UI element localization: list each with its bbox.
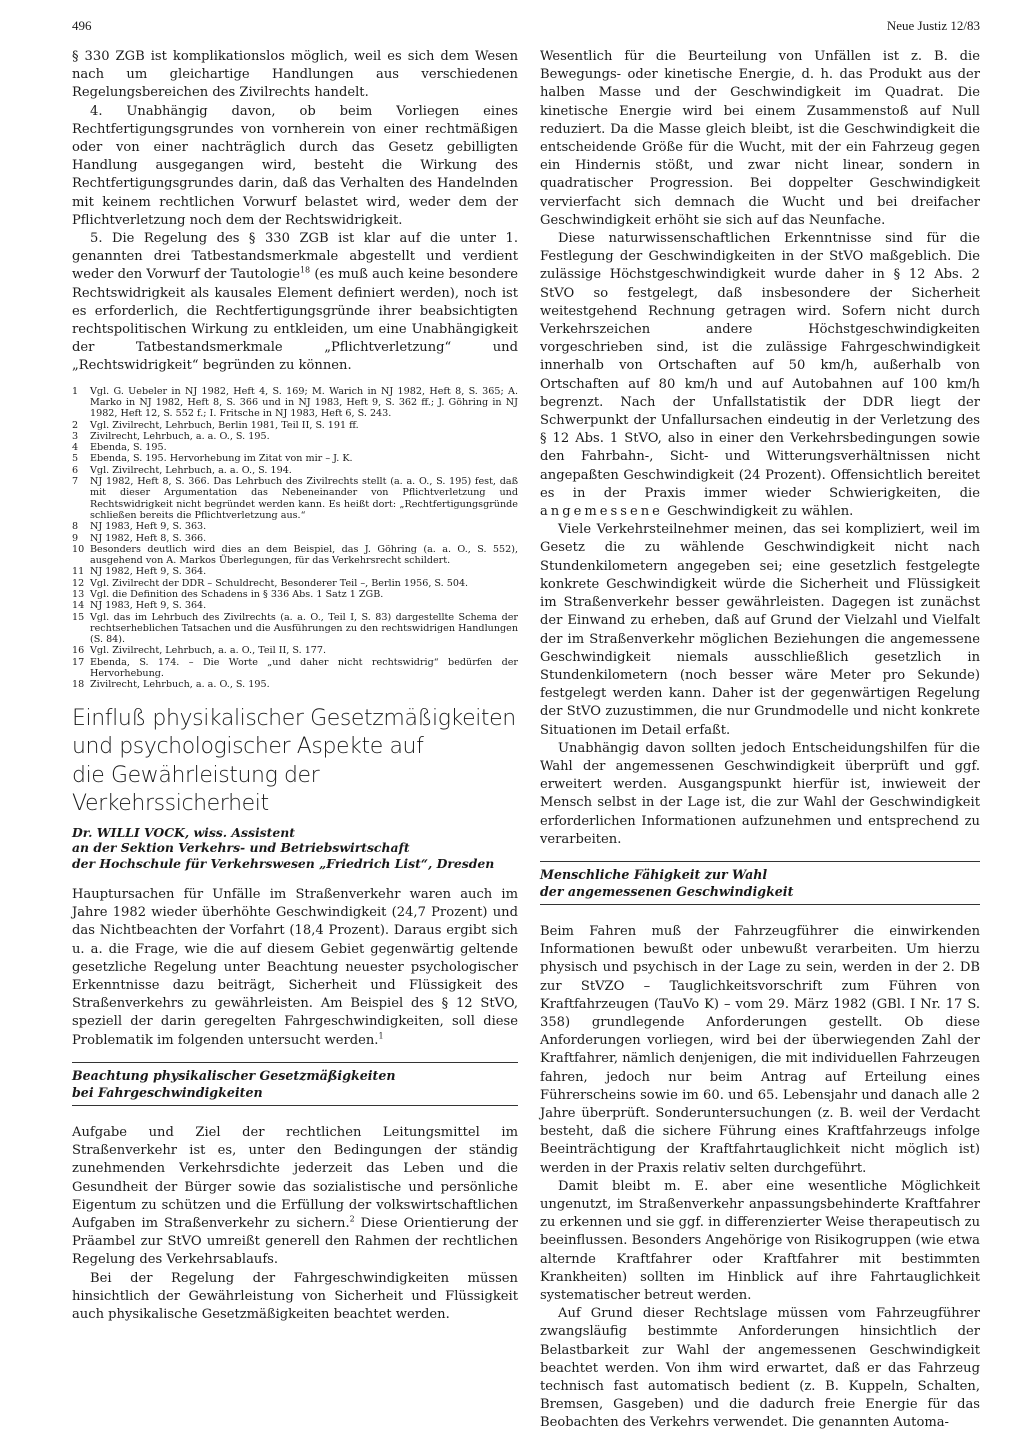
footnote-ref: 2	[349, 1214, 355, 1224]
footnote	[72, 476, 518, 521]
page-header	[72, 14, 980, 38]
text-run: Diese Orientierung der Präambel zur StVO umreißt generell den Rahmen der rechtlichen Regelung des Verkehrsablaufs.	[72, 1215, 518, 1268]
footnote-text: NJ 1982, Heft 8, S. 366.	[90, 532, 207, 544]
footnote	[72, 589, 518, 600]
footnote-number: 5	[72, 453, 79, 465]
paragraph	[72, 1124, 518, 1270]
footnote	[72, 578, 518, 589]
footnote-number: 3	[72, 430, 79, 442]
footnote-text: Vgl. Zivilrecht der DDR – Schuldrecht, Besonderer Teil –, Berlin 1956, S. 504.	[90, 577, 469, 589]
headline-line: die Gewährleistung der Verkehrssicherheit	[72, 762, 320, 817]
left-column	[72, 48, 518, 1324]
footnote-text: Zivilrecht, Lehrbuch, a. a. O., S. 195.	[90, 430, 270, 442]
footnote-number: 8	[72, 521, 79, 533]
footnote	[72, 544, 518, 567]
footnote-text: Vgl. das im Lehrbuch des Zivilrechts (a. a. O., Teil I, S. 83) dargestellte Schema der rechtserheblichen Tatsachen und die Ausführungen zu den rechtswidrigen Handlungen (S. 84).	[90, 611, 518, 646]
journal-issue: Neue Justiz 12/83	[886, 18, 980, 33]
footnote	[72, 566, 518, 577]
text-run: Aufgabe und Ziel der rechtlichen Leitungsmittel im Straßenverkehr ist es, unter den Bedingungen der ständig zunehmenden Verkehrsdichte jederzeit das Leben und die Gesundheit der Bürger sowie das sozialistische und persönliche Eigentum zu schützen und die Erfüllung der volkswirtschaftlichen Aufgaben im Straßenverkehr zu sichern.	[72, 1124, 518, 1231]
paragraph: Viele Verkehrsteilnehmer meinen, das sei kompliziert, weil im Gesetz die zu wählende Geschwindigkeit nicht nach Stundenkilometern angegeben sei; eine gesetzlich festgelegte konkrete Geschwindigkeit würde die Sicherheit und Flüssigkeit im Straßenverkehr besser gewährleisten. Dagegen ist zunächst der Einwand zu erheben, daß auf Grund der Vielzahl und Vielfalt der im Straßenverkehr möglichen Beziehungen die angemessene Geschwindigkeit niemals ausschließlich gesetzlich in Stundenkilometern (noch besser wäre Meter pro Sekunde) festgelegt werden kann. Daher ist der gegenwärtigen Regelung der StVO zuzustimmen, die nur Grundmodelle und nicht konkrete Situationen im Detail erfaßt.	[540, 522, 980, 738]
footnote-text: Vgl. Zivilrecht, Lehrbuch, a. a. O., S. 194.	[90, 464, 292, 476]
footnote	[72, 600, 518, 611]
paragraph: Auf Grund dieser Rechtslage müssen vom Fahrzeugführer zwangsläufig bestimmte Anforderungen hinsichtlich der Belastbarkeit zur Wahl der angemessenen Geschwindigkeit beachtet werden. Von ihm wird erwartet, daß er das Fahrzeug technisch fast automatisch bedient (z. B. Kuppeln, Schalten, Bremsen, Gasgeben) und die dadurch freie Energie für das Beobachten des Verkehrs verwendet. Die genannten Automa-	[540, 1306, 980, 1431]
footnote	[72, 420, 518, 431]
text-run: (es muß auch keine besondere Rechtswidrigkeit als kausales Element definiert werden), noch ist es erforderlich, die Rechtfertigungsgründe ihrer beabsichtigten rechtspolitischen Wirkung zu entkleiden, um eine Unabhängigkeit der Tatbestandsmerkmale „Pflichtverletzung“ und „Rechtswidrigkeit“ begründen zu können.	[72, 267, 518, 374]
footnote	[72, 533, 518, 544]
author-block	[72, 825, 518, 872]
section-heading-line: bei Fahrgeschwindigkeiten	[72, 1084, 263, 1100]
footnote	[72, 679, 518, 690]
footnote-number: 9	[72, 532, 79, 544]
footnote	[72, 657, 518, 680]
footnotes	[72, 386, 518, 691]
footnote	[72, 645, 518, 656]
paragraph: Beim Fahren muß der Fahrzeugführer die einwirkenden Informationen bewußt oder unbewußt verarbeiten. Um hierzu physisch und psychisch in der Lage zu sein, werden in der 2. DB zur StVZO – Tauglichkeitsvorschrift zum Führen von Kraftfahrzeugen (TauVo K) – vom 29. März 1982 (GBl. I Nr. 17 S. 358) grundlegende Anforderungen gestellt. Ob diese Anforderungen vorliegen, wird bei der überwiegenden Zahl der Kraftfahrer, nämlich denjenigen, die mit individuellen Fahrzeugen fahren, jedoch nur beim Antrag auf Erteilung eines Führerscheins sowie im 60. und 65. Lebensjahr und danach alle 2 Jahre überprüft. Sonderuntersuchungen (z. B. weil der Verdacht besteht, daß die sichere Führung eines Kraftfahrzeugs infolge Beeinträchtigung der Kraftfahrtauglichkeit nicht möglich ist) werden in der Praxis relativ selten durchgeführt.	[540, 923, 980, 1176]
footnote-ref: 18	[299, 266, 311, 276]
footnote-text: Vgl. Zivilrecht, Lehrbuch, Berlin 1981, Teil II, S. 191 ff.	[90, 419, 359, 431]
text-run: Geschwindigkeit zu wählen.	[662, 504, 854, 520]
footnote-text: Vgl. Zivilrecht, Lehrbuch, a. a. O., Teil II, S. 177.	[90, 645, 327, 657]
paragraph	[72, 230, 518, 376]
footnote-number: 18	[72, 679, 85, 691]
footnote	[72, 431, 518, 442]
footnote-number: 6	[72, 464, 79, 476]
text-run: Hauptursachen für Unfälle im Straßenverkehr waren auch im Jahre 1982 wieder überhöhte Geschwindigkeit (24,7 Prozent) und das Nichtbeachten der Vorfahrt (18,4 Prozent). Daraus ergibt sich u. a. die Frage, wie die auf diesem Gebiet gegenwärtig geltende gesetzliche Regelung unter Beachtung neuester psychologischer Erkenntnisse dazu beiträgt, Sicherheit und Flüssigkeit des Straßenverkehrs zu gewährleisten. Am Beispiel des § 12 StVO, speziell der darin geregelten Fahrgeschwindigkeiten, soll diese Problematik im folgenden untersucht werden.	[72, 887, 518, 1048]
paragraph: Damit bleibt m. E. aber eine wesentliche Möglichkeit ungenutzt, im Straßenverkehr anpassungsbehinderte Kraftfahrer zu erkennen und sie ggf. in differenzierter Weise therapeutisch zu beeinflussen. Besonders Angehörige von Risikogruppen (wie etwa alternde Kraftfahrer oder Kraftfahrer mit bestimmten Krankheiten) sollten im Hinblick auf ihre Fahrtauglichkeit systematischer betreut werden.	[540, 1178, 980, 1303]
footnote	[72, 521, 518, 532]
footnote-ref: 1	[378, 1031, 384, 1041]
author-line: an der Sektion Verkehrs- und Betriebswirtschaft	[72, 840, 410, 856]
footnote-number: 1	[72, 385, 79, 397]
footnote-number: 7	[72, 476, 79, 488]
footnote	[72, 386, 518, 420]
footnote-text: NJ 1983, Heft 9, S. 364.	[90, 600, 207, 612]
footnote-text: Zivilrecht, Lehrbuch, a. a. O., S. 195.	[90, 679, 270, 691]
section-heading	[540, 861, 980, 905]
footnote-number: 2	[72, 419, 79, 431]
text-run: 5. Die Regelung des § 330 ZGB ist klar auf die unter 1. genannten drei Tatbestandsmerkmale abgestellt und verdient weder den Vorwurf der Tautologie	[72, 231, 518, 283]
footnote	[72, 612, 518, 646]
right-column	[540, 48, 980, 1433]
footnote-text: NJ 1983, Heft 9, S. 363.	[90, 521, 207, 533]
intro-paragraph	[72, 886, 518, 1050]
author-line: der Hochschule für Verkehrswesen „Friedrich List“, Dresden	[72, 856, 495, 872]
footnote-number: 17	[72, 656, 85, 668]
paragraph: Bei der Regelung der Fahrgeschwindigkeiten müssen hinsichtlich der Gewährleistung von Sicherheit und Flüssigkeit auch physikalische Gesetzmäßigkeiten beachtet werden.	[72, 1270, 518, 1322]
article-headline	[72, 705, 518, 819]
paragraph: 4. Unabhängig davon, ob beim Vorliegen eines Rechtfertigungsgrundes von vornherein von einer rechtmäßigen oder von einer nachträglich durch das Gesetz gebilligten Handlung ausgegangen wird, besteht die Wirkung des Rechtfertigungsgrundes darin, daß das Verhalten des Handelnden mit keinem rechtlichen Vorwurf belastet wird, weder dem der Pflichtverletzung noch dem der Rechtswidrigkeit.	[72, 103, 518, 228]
footnote-number: 11	[72, 566, 85, 578]
paragraph: § 330 ZGB ist komplikationslos möglich, weil es sich dem Wesen nach um gleichartige Handlungen aus verschiedenen Regelungsbereichen des Zivilrechts handelt.	[72, 49, 518, 101]
footnote	[72, 465, 518, 476]
text-run: Diese naturwissenschaftlichen Erkenntnisse sind für die Festlegung der Geschwindigkeiten in der StVO maßgeblich. Die zulässige Höchstgeschwindigkeit wurde daher in § 12 Abs. 2 StVO so festgelegt, daß insbesondere der Sicherheit weitestgehend Rechnung getragen wird. Sofern nicht durch Verkehrszeichen andere Höchstgeschwindigkeiten vorgeschrieben sind, ist die zulässige Fahrgeschwindigkeit innerhalb von Ortschaften auf 50 km/h, außerhalb von Ortschaften auf 80 km/h und auf Autobahnen auf 100 km/h begrenzt. Nach der Unfallstatistik der DDR liegt der Schwerpunkt der Unfallursachen eindeutig in der Verletzung des § 12 Abs. 1 StVO, also in einer den Verkehrsbedingungen sowie den Fahrbahn-, Sicht- und Witterungsverhältnissen nicht angepaßten Geschwindigkeit (24 Prozent). Offensichtlich bereitet es in der Praxis immer wieder Schwierigkeiten, die	[540, 231, 980, 501]
section-heading-line: Menschliche Fähigkeit zur Wahl	[540, 866, 768, 882]
headline-line: und psychologischer Aspekte auf	[72, 734, 424, 760]
section-heading	[72, 1062, 518, 1106]
footnote-number: 16	[72, 645, 85, 657]
footnote-text: Ebenda, S. 195.	[90, 442, 167, 454]
footnote-text: Besonders deutlich wird dies an dem Beispiel, das J. Göhring (a. a. O., S. 552), ausgehend von A. Markos Überlegungen, für das Verkehrsrecht schildert.	[90, 543, 518, 567]
headline-line: Einfluß physikalischer Gesetzmäßigkeiten	[72, 705, 516, 731]
footnote-text: NJ 1982, Heft 8, S. 366. Das Lehrbuch des Zivilrechts stellt (a. a. O., S. 195) fest, daß mit dieser Argumentation das Nebeneinander von Pflichtverletzung und Rechtswidrigkeit nicht begründet werden kann. Es heißt dort: „Rechtfertigungsgründe schließen bereits die Pflichtverletzung aus.“	[90, 476, 518, 521]
section-heading-line: Beachtung physikalischer Gesetzmäßigkeiten	[72, 1067, 396, 1083]
footnote	[72, 442, 518, 453]
paragraph	[540, 230, 980, 521]
footnote-text: Vgl. G. Uebeler in NJ 1982, Heft 4, S. 169; M. Warich in NJ 1982, Heft 8, S. 365; A. Marko in NJ 1982, Heft 8, S. 366 und in NJ 1983, Heft 9, S. 362 ff.; J. Göhring in NJ 1982, Heft 12, S. 552 f.; I. Fritsche in NJ 1983, Heft 6, S. 243.	[90, 385, 518, 420]
footnote-text: NJ 1982, Heft 9, S. 364.	[90, 566, 207, 578]
footnote-number: 4	[72, 442, 79, 454]
paragraph: Unabhängig davon sollten jedoch Entscheidungshilfen für die Wahl der angemessenen Geschwindigkeit überprüft und ggf. erweitert werden. Ausgangspunkt hierfür ist, inwieweit der Mensch selbst in der Lage ist, die zur Wahl der Geschwindigkeit erforderlichen Informationen aufzunehmen und entsprechend zu verarbeiten.	[540, 740, 980, 847]
footnote-number: 13	[72, 589, 85, 600]
footnote-number: 14	[72, 600, 85, 612]
footnote-text: Vgl. die Definition des Schadens in § 336 Abs. 1 Satz 1 ZGB.	[90, 589, 384, 600]
footnote-text: Ebenda, S. 195. Hervorhebung im Zitat von mir – J. K.	[90, 453, 353, 465]
footnote-number: 10	[72, 543, 85, 555]
author-line: Dr. WILLI VOCK, wiss. Assistent	[72, 824, 295, 840]
footnote-text: Ebenda, S. 174. – Die Worte „und daher nicht rechtswidrig“ bedürfen der Hervorhebung.	[90, 656, 518, 680]
footnote-number: 12	[72, 577, 85, 589]
footnote-number: 15	[72, 611, 85, 623]
page-number: 496	[72, 18, 92, 33]
section-heading-line: der angemessenen Geschwindigkeit	[540, 883, 794, 899]
spaced-emphasis: angemessene	[540, 504, 663, 520]
paragraph: Wesentlich für die Beurteilung von Unfällen ist z. B. die Bewegungs- oder kinetische Energie, d. h. das Produkt aus der halben Masse und der Geschwindigkeit im Quadrat. Die kinetische Energie wird bei einem Zusammenstoß auf Null reduziert. Da die Masse gleich bleibt, ist die Geschwindigkeit die entscheidende Größe für die Wucht, mit der ein Fahrzeug gegen ein Hindernis stößt, und zwar nicht linear, sondern in quadratischer Progression. Bei doppelter Geschwindigkeit vervierfacht sich demnach die Wucht und bei dreifacher Geschwindigkeit erhöht sie sich auf das Neunfache.	[540, 49, 980, 228]
footnote	[72, 453, 518, 464]
